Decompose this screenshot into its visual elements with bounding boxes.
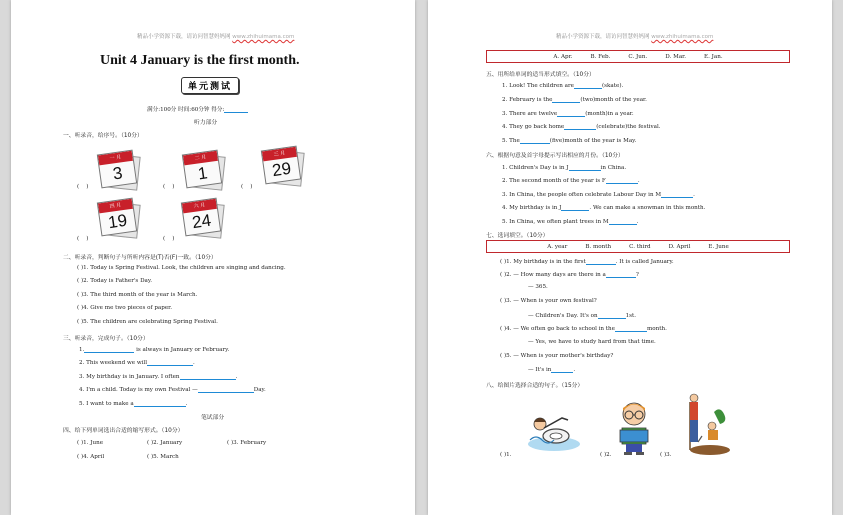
fill-blank[interactable] (564, 123, 596, 130)
fill-item-text: (two)month of the year. (580, 97, 647, 103)
fill-item (502, 82, 623, 89)
fill-blank[interactable] (561, 204, 589, 211)
fill-item (502, 110, 634, 117)
fill-blank[interactable] (609, 218, 637, 225)
fill-item-text: . (637, 178, 640, 184)
calendar-month: 三 月 (262, 147, 297, 162)
calendar-month: 四 月 (98, 199, 133, 214)
fill-item-text: (skate). (601, 83, 624, 89)
word-option: C. third (629, 243, 651, 250)
fill-item (502, 164, 626, 171)
fill-item-text: . (185, 401, 188, 407)
fill-item-text: 3. In China, the people often celebrate Labour Day in M (502, 192, 662, 198)
fill-item-text: 4. I'm a child. Today is my own Festival — (79, 387, 198, 393)
calendar-day: 19 (106, 210, 129, 233)
fill-blank[interactable] (520, 137, 550, 144)
fill-item (502, 96, 647, 103)
choice-item-text: . (573, 367, 576, 373)
fill-blank[interactable] (84, 346, 134, 353)
word-option: E. June (708, 243, 729, 250)
fill-item-text: 5. I want to make a (79, 401, 134, 407)
choice-item (500, 258, 674, 265)
abbr-item: ( )5. March (147, 454, 179, 460)
fill-item (502, 218, 638, 225)
score-meta-text: 满分:100分 时间:60分钟 得分: (147, 107, 225, 113)
choice-item-text: ( )1. My birthday is in the first (500, 259, 586, 265)
word-option: B. Feb. (590, 53, 611, 60)
fill-item-text: 2. February is the (502, 97, 553, 103)
word-bank-box-2 (486, 240, 790, 253)
calendar-day: 3 (111, 163, 124, 184)
fill-item-text: . We can make a snowman in this month. (589, 205, 706, 211)
choice-item: — 365. (528, 284, 548, 290)
choice-item-text: . It is called January. (615, 259, 674, 265)
score-blank[interactable] (224, 106, 248, 113)
header-url[interactable]: www.zhihuimama.com (232, 34, 295, 40)
calendar-image (99, 152, 139, 190)
word-option: D. Mar. (665, 53, 686, 60)
section-3-heading: 三、听录音，完成句子。（10分） (63, 336, 149, 342)
fill-item-text: (five)month of the year is May. (549, 138, 637, 144)
fill-blank[interactable] (598, 312, 626, 319)
fill-blank[interactable] (180, 373, 236, 380)
fill-item-text: is always in January or February. (134, 347, 230, 353)
fill-item-text: . (235, 374, 238, 380)
section-2-heading: 二、听录音，判断句子与所听内容是(T)否(F)一致。（10分） (63, 255, 217, 261)
score-meta (147, 105, 248, 113)
page-header (556, 32, 713, 40)
reading-boy-image (614, 400, 654, 456)
calendar-month: 二 月 (183, 151, 218, 166)
section-8-heading: 八、给图片选择合适的句子。（15分） (486, 383, 584, 389)
exam-page-1 (11, 0, 415, 515)
word-option: E. Jan. (704, 53, 723, 60)
fill-item-text: 2. The second month of the year is F (502, 178, 606, 184)
fill-blank[interactable] (147, 359, 193, 366)
choice-item-text: ? (635, 272, 639, 278)
fill-item (79, 400, 187, 407)
word-option: D. April (668, 243, 691, 250)
word-bank-box-1 (486, 50, 790, 63)
fill-item-text: 1. Children's Day is in J (502, 165, 569, 171)
fill-blank[interactable] (551, 366, 576, 373)
answer-paren[interactable]: ( ) (163, 236, 175, 242)
answer-paren[interactable]: ( ) (241, 184, 253, 190)
fill-item-text: . (693, 192, 695, 198)
answer-paren[interactable]: ( ) (163, 184, 175, 190)
picture-answer[interactable]: ( )1. (500, 452, 512, 458)
word-option: A. year (547, 243, 568, 250)
calendar-day: 29 (270, 158, 293, 181)
fill-blank[interactable] (606, 177, 638, 184)
fill-item (79, 359, 195, 366)
fill-blank[interactable] (661, 191, 693, 198)
word-option: C. Jun. (628, 53, 648, 60)
fill-item (79, 386, 266, 393)
header-text: 精品小学资源下载，请访问智慧妈妈网 (137, 34, 231, 40)
section-6-heading: 六、根据句意及首字母提示写出相应的月份。（10分） (486, 153, 624, 159)
choice-item (500, 271, 639, 278)
section-1-heading: 一、听录音，给序号。（10分） (63, 133, 143, 139)
choice-item (528, 366, 575, 373)
fill-item-text: 5. The (502, 138, 520, 144)
written-heading: 笔试部分 (201, 415, 225, 421)
fill-item-text: 1. Look! The children are (502, 83, 574, 89)
fill-item-text: 4. They go back home (502, 124, 565, 130)
choice-item (500, 325, 667, 332)
word-option: A. Apr. (553, 53, 573, 60)
answer-paren[interactable]: ( ) (77, 184, 89, 190)
choice-item: ( )3. — When is your own festival? (500, 298, 597, 304)
fill-item-text: (month)in a year. (585, 111, 634, 117)
fill-blank[interactable] (615, 325, 647, 332)
swimming-child-image (526, 410, 582, 454)
fill-item (502, 137, 636, 144)
choice-item-text: ( )4. — We often go back to school in the (500, 326, 615, 332)
fill-item-text: (celebrate)the festival. (596, 124, 661, 130)
fill-blank[interactable] (557, 110, 585, 117)
calendar-image (99, 200, 139, 238)
abbr-item: ( )1. June (77, 440, 104, 446)
abbr-item: ( )3. February (227, 440, 267, 446)
header-url[interactable]: www.zhihuimama.com (651, 34, 714, 40)
page-title: Unit 4 January is the first month. (100, 53, 300, 68)
page-header (137, 32, 294, 40)
calendar-image (263, 148, 303, 186)
fill-item-text: 3. My birthday is in January. I often (79, 374, 180, 380)
unit-test-badge: 单元测试 (181, 77, 239, 94)
section-5-heading: 五、用所给单词的适当形式填空。（10分） (486, 72, 595, 78)
picture-answer[interactable]: ( )3. (660, 452, 672, 458)
calendar-day: 24 (190, 210, 213, 233)
choice-item-text: — Children's Day. It's on (528, 313, 598, 319)
fill-item (502, 177, 640, 184)
calendar-day: 1 (196, 163, 209, 184)
fill-blank[interactable] (198, 386, 254, 393)
fill-item-text: 3. There are twelve (502, 111, 558, 117)
header-text: 精品小学资源下载，请访问智慧妈妈网 (556, 34, 650, 40)
choice-item-text: — It's in (528, 367, 552, 373)
fill-item-text: Day. (253, 387, 266, 393)
fill-item (502, 123, 661, 130)
tf-item: ( )4. Give me two pieces of paper. (77, 305, 172, 311)
calendar-image (184, 152, 224, 190)
choice-item (528, 312, 636, 319)
answer-paren[interactable]: ( ) (77, 236, 89, 242)
fill-item-text: . (193, 360, 195, 366)
choice-item-text: month. (646, 326, 667, 332)
choice-item-text: ( )2. — How many days are there in a (500, 272, 606, 278)
calendar-month: 六 月 (182, 199, 217, 214)
section-4-heading: 四、给下列单词选出合适的缩写形式。（10分） (63, 428, 184, 434)
fill-item-text: 5. In China, we often plant trees in M (502, 219, 609, 225)
fill-item-text: in China. (600, 165, 627, 171)
tf-item: ( )2. Today is Father's Day. (77, 278, 153, 284)
fill-blank[interactable] (134, 400, 186, 407)
fill-blank[interactable] (606, 271, 636, 278)
fill-item-text: 1. (79, 347, 85, 353)
tf-item: ( )5. The children are celebrating Spring Festival. (77, 319, 218, 325)
fill-blank[interactable] (569, 164, 601, 171)
calendar-image (183, 200, 223, 238)
tf-item: ( )3. The third month of the year is March. (77, 292, 198, 298)
exam-page-2 (428, 0, 832, 515)
choice-item: — Yes, we have to study hard from that time. (528, 339, 656, 345)
word-option: B. month (585, 243, 612, 250)
choice-item: ( )5. — When is your mother's birthday? (500, 353, 614, 359)
fill-item (502, 191, 695, 198)
planting-trees-image (680, 392, 732, 458)
fill-blank[interactable] (552, 96, 580, 103)
section-7-heading: 七、选词填空。（10分） (486, 233, 549, 239)
calendar-month: 一 月 (98, 151, 133, 166)
fill-item (502, 204, 705, 211)
tf-item: ( )1. Today is Spring Festival. Look, the children are singing and dancing. (77, 265, 286, 271)
fill-blank[interactable] (586, 258, 616, 265)
fill-item (79, 346, 229, 353)
fill-item-text: . (636, 219, 639, 225)
fill-item-text: 4. My birthday is in J (502, 205, 562, 211)
listening-heading: 听力部分 (194, 120, 218, 126)
abbr-item: ( )2. January (147, 440, 183, 446)
fill-blank[interactable] (574, 82, 602, 89)
picture-answer[interactable]: ( )2. (600, 452, 612, 458)
fill-item-text: 2. This weekend we will (79, 360, 147, 366)
choice-item-text: 1st. (625, 313, 637, 319)
fill-item (79, 373, 237, 380)
abbr-item: ( )4. April (77, 454, 105, 460)
